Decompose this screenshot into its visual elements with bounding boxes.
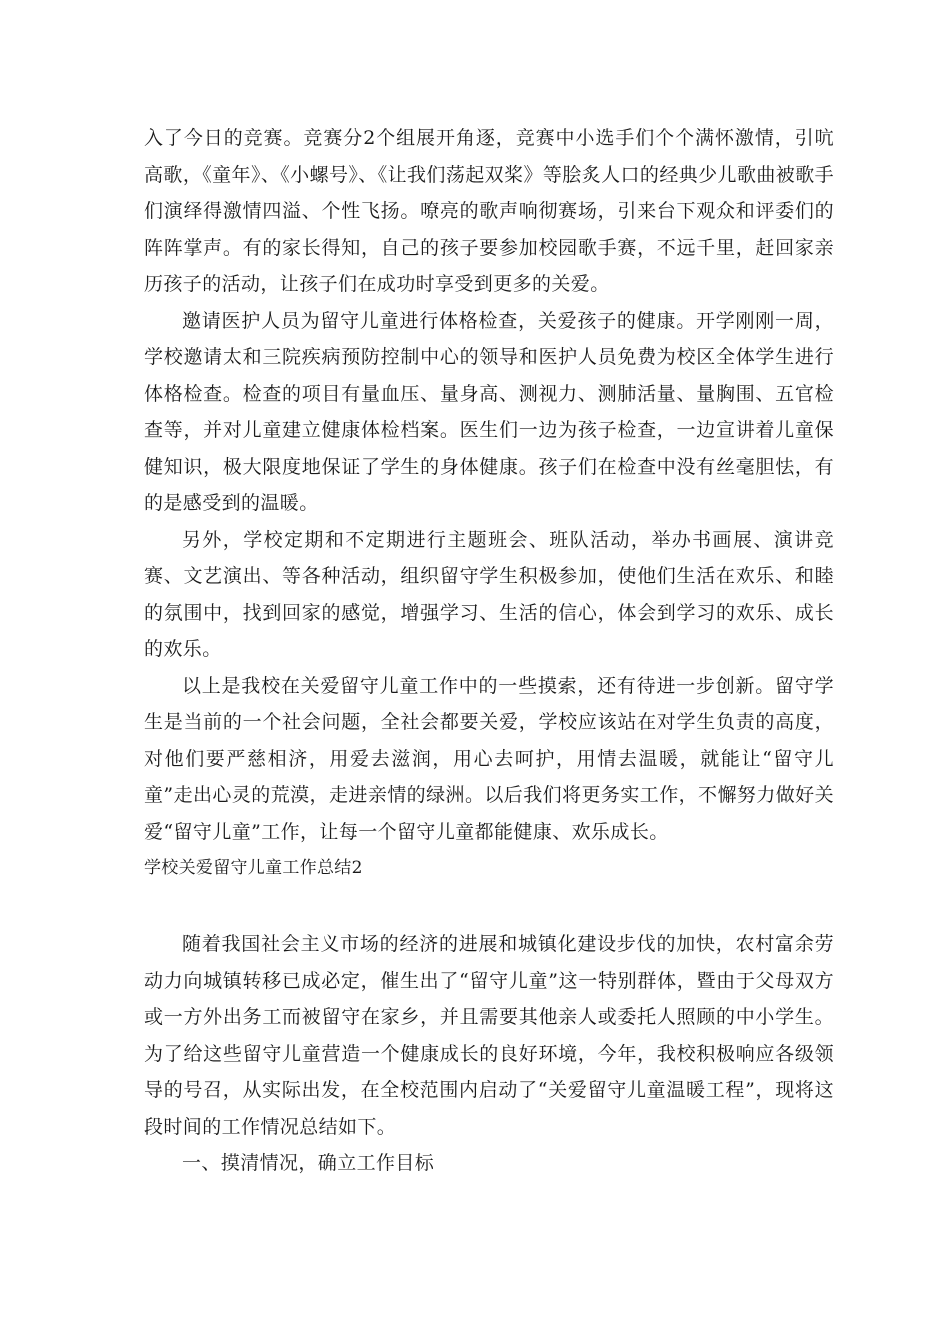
paragraph-introduction: 随着我国社会主义市场的经济的进展和城镇化建设步伐的加快，农村富余劳动力向城镇转移已成必定，催生出了“留守儿童”这一特别群体，暨由于父母双方或一方外出务工而被留守在家乡，并且需要其他亲人或委托人照顾的中小学生。为了给这些留守儿童营造一个健康成长的良好环境，今年，我校积极响应各级领导的号召，从实际出发，在全校范围内启动了“关爱留守儿童温暖工程”，现将这段时间的工作情况总结如下。 — [144, 933, 834, 1138]
heading-first-point: 一、摸清情况，确立工作目标 — [182, 1152, 435, 1174]
section-title: 学校关爱留守儿童工作总结2 — [144, 858, 363, 878]
paragraph-activities: 另外，学校定期和不定期进行主题班会、班队活动，举办书画展、演讲竞赛、文艺演出、等各种活动，组织留守学生积极参加，使他们生活在欢乐、和睦的氛围中，找到回家的感觉，增强学习、生活的信心，体会到学习的欢乐、成长的欢乐。 — [144, 528, 834, 660]
section-spacer — [144, 886, 834, 926]
paragraph-singing-contest: 入了今日的竞赛。竞赛分2个组展开角逐，竞赛中小选手们个个满怀激情，引吭高歌，《童年》、《小螺号》、《让我们荡起双桨》等脍炙人口的经典少儿歌曲被歌手们演绎得激情四溢、个性飞扬。嘹亮的歌声响彻赛场，引来台下观众和评委们的阵阵掌声。有的家长得知，自己的孩子要参加校园歌手赛，不远千里，赶回家亲历孩子的活动，让孩子们在成功时享受到更多的关爱。 — [144, 127, 834, 295]
paragraph-conclusion: 以上是我校在关爱留守儿童工作中的一些摸索，还有待进一步创新。留守学生是当前的一个社会问题，全社会都要关爱，学校应该站在对学生负责的高度，对他们要严慈相济，用爱去滋润，用心去呵护，用情去温暖，就能让“留守儿童”走出心灵的荒漠，走进亲情的绿洲。以后我们将更务实工作，不懈努力做好关爱“留守儿童”工作，让每一个留守儿童都能健康、欢乐成长。 — [144, 674, 834, 843]
document-body — [144, 120, 834, 1182]
paragraph-health-checkup: 邀请医护人员为留守儿童进行体格检查，关爱孩子的健康。开学刚刚一周，学校邀请太和三院疾病预防控制中心的领导和医护人员免费为校区全体学生进行体格检查。检查的项目有量血压、量身高、测视力、测肺活量、量胸围、五官检查等，并对儿童建立健康体检档案。医生们一边为孩子检查，一边宣讲着儿童保健知识，极大限度地保证了学生的身体健康。孩子们在检查中没有丝毫胆怯，有的是感受到的温暖。 — [144, 309, 834, 514]
